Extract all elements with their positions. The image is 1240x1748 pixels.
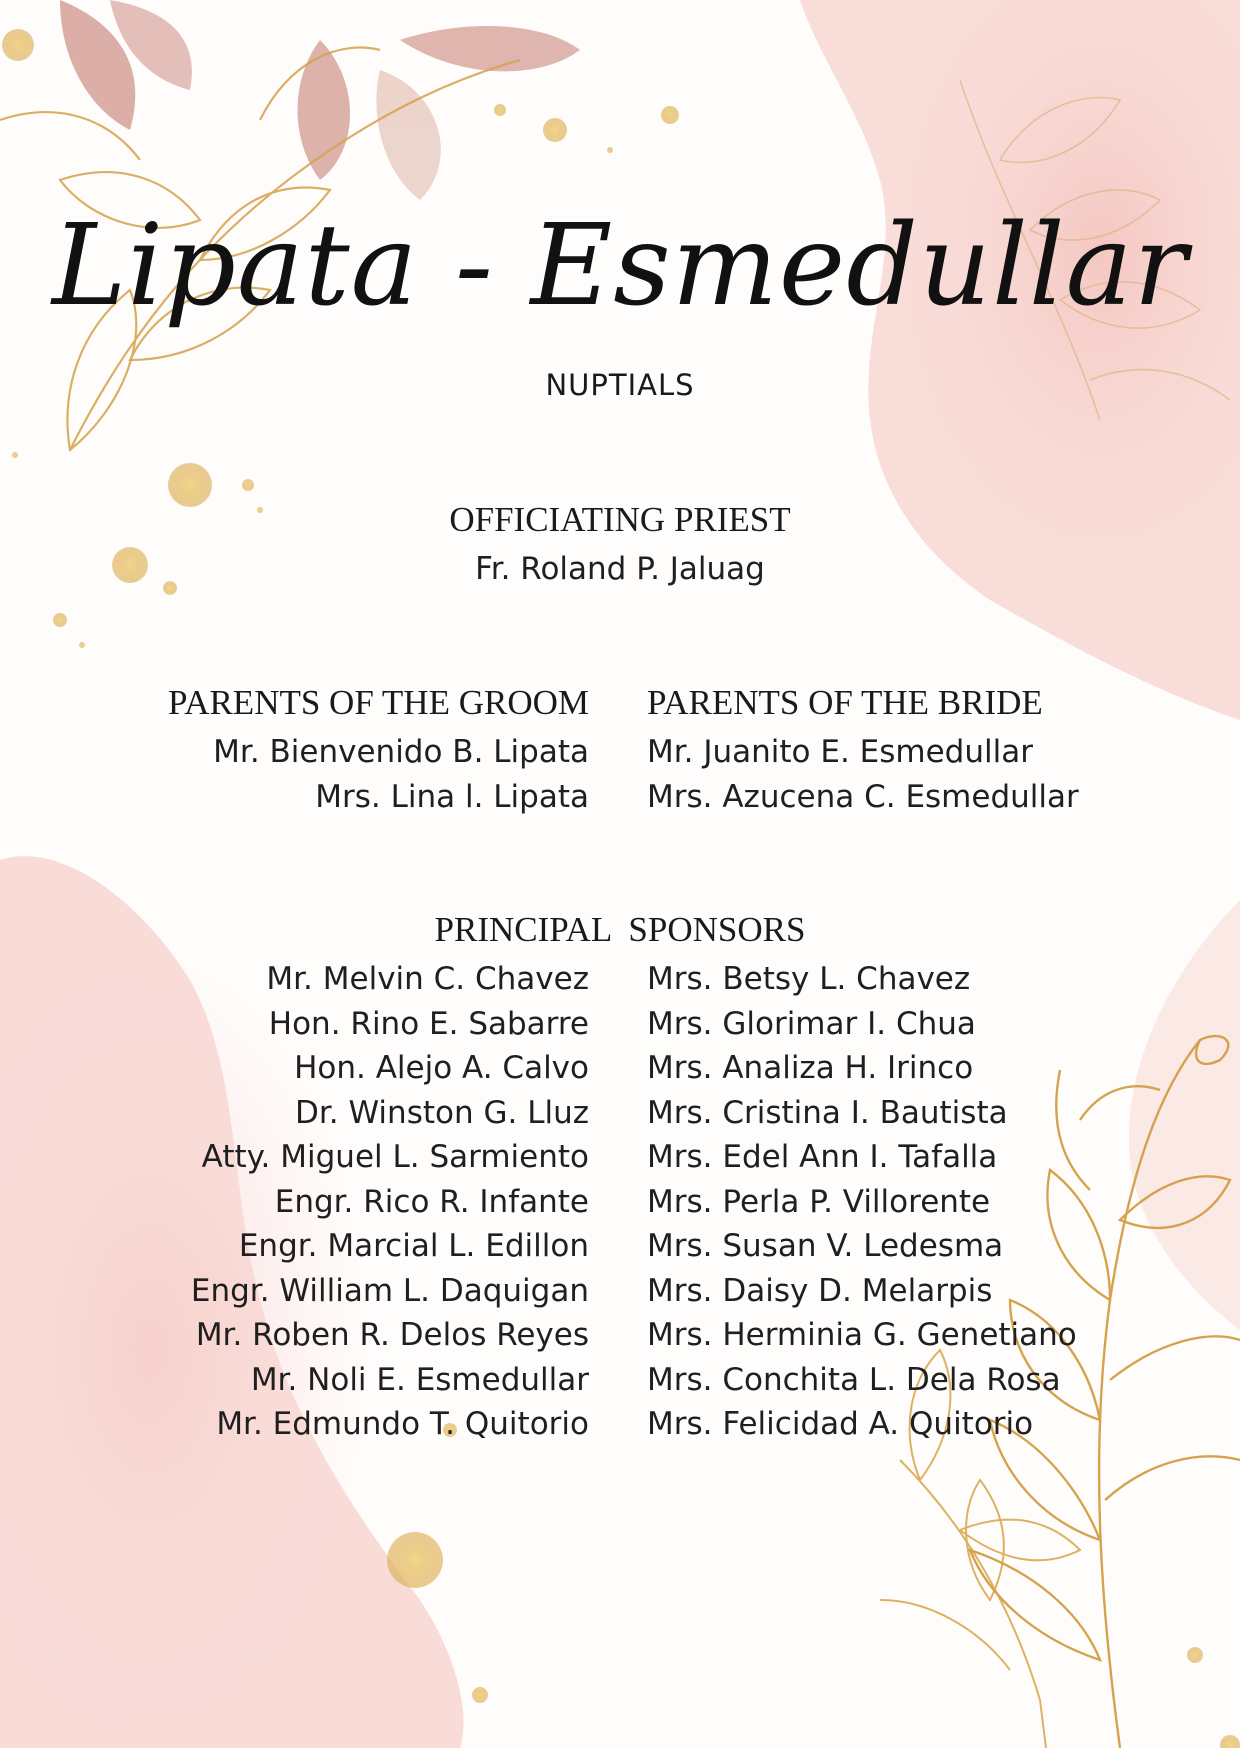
list-item: Mr. Roben R. Delos Reyes (195, 1317, 589, 1353)
couple-surname-title: Lipata - Esmedullar (52, 201, 1188, 331)
list-item: Mrs. Edel Ann I. Tafalla (647, 1139, 998, 1175)
officiating-priest-heading: OFFICIATING PRIEST (449, 500, 791, 539)
list-item: Mrs. Perla P. Villorente (647, 1183, 991, 1220)
sponsors-left-list (191, 957, 589, 1447)
sponsors-right-list (647, 957, 1077, 1447)
blush-wash-mid-right (1129, 900, 1240, 1330)
list-item: Atty. Miguel L. Sarmiento (201, 1139, 589, 1175)
parents-of-bride-heading: PARENTS OF THE BRIDE (647, 683, 1043, 722)
list-item: Mrs. Lina l. Lipata (315, 778, 589, 815)
list-item: Mrs. Felicidad A. Quitorio (647, 1406, 1034, 1442)
list-item: Mrs. Analiza H. Irinco (647, 1050, 974, 1086)
list-item: Engr. Marcial L. Edillon (238, 1228, 589, 1264)
parents-of-groom-heading: PARENTS OF THE GROOM (167, 683, 589, 722)
list-item: Mrs. Susan V. Ledesma (647, 1228, 1004, 1264)
list-item: Mr. Juanito E. Esmedullar (647, 734, 1033, 770)
list-item: Mr. Edmundo T. Quitorio (216, 1406, 589, 1442)
list-item: Mrs. Herminia G. Genetiano (647, 1317, 1077, 1353)
pink-leaves-top-left (60, 0, 580, 200)
list-item: Engr. William L. Daquigan (190, 1272, 589, 1309)
list-item: Mrs. Cristina I. Bautista (647, 1094, 1008, 1131)
parents-of-groom-list (213, 730, 589, 819)
nuptials-subtitle: NUPTIALS (545, 368, 695, 402)
list-item: Mr. Melvin C. Chavez (266, 961, 589, 997)
list-item: Mrs. Betsy L. Chavez (647, 961, 971, 997)
principal-sponsors-heading: PRINCIPAL SPONSORS (434, 910, 806, 949)
list-item: Mrs. Glorimar I. Chua (647, 1005, 976, 1042)
list-item: Mr. Noli E. Esmedullar (250, 1361, 589, 1398)
list-item: Mrs. Daisy D. Melarpis (647, 1272, 993, 1309)
list-item: Dr. Winston G. Lluz (294, 1094, 589, 1131)
list-item: Mrs. Azucena C. Esmedullar (647, 778, 1079, 815)
list-item: Mr. Bienvenido B. Lipata (213, 734, 589, 770)
list-item: Engr. Rico R. Infante (274, 1183, 589, 1220)
parents-of-bride-list (647, 730, 1079, 819)
list-item: Hon. Alejo A. Calvo (294, 1050, 589, 1086)
list-item: Mrs. Conchita L. Dela Rosa (647, 1361, 1061, 1398)
officiating-priest-name: Fr. Roland P. Jaluag (475, 551, 765, 587)
list-item: Hon. Rino E. Sabarre (268, 1005, 589, 1042)
